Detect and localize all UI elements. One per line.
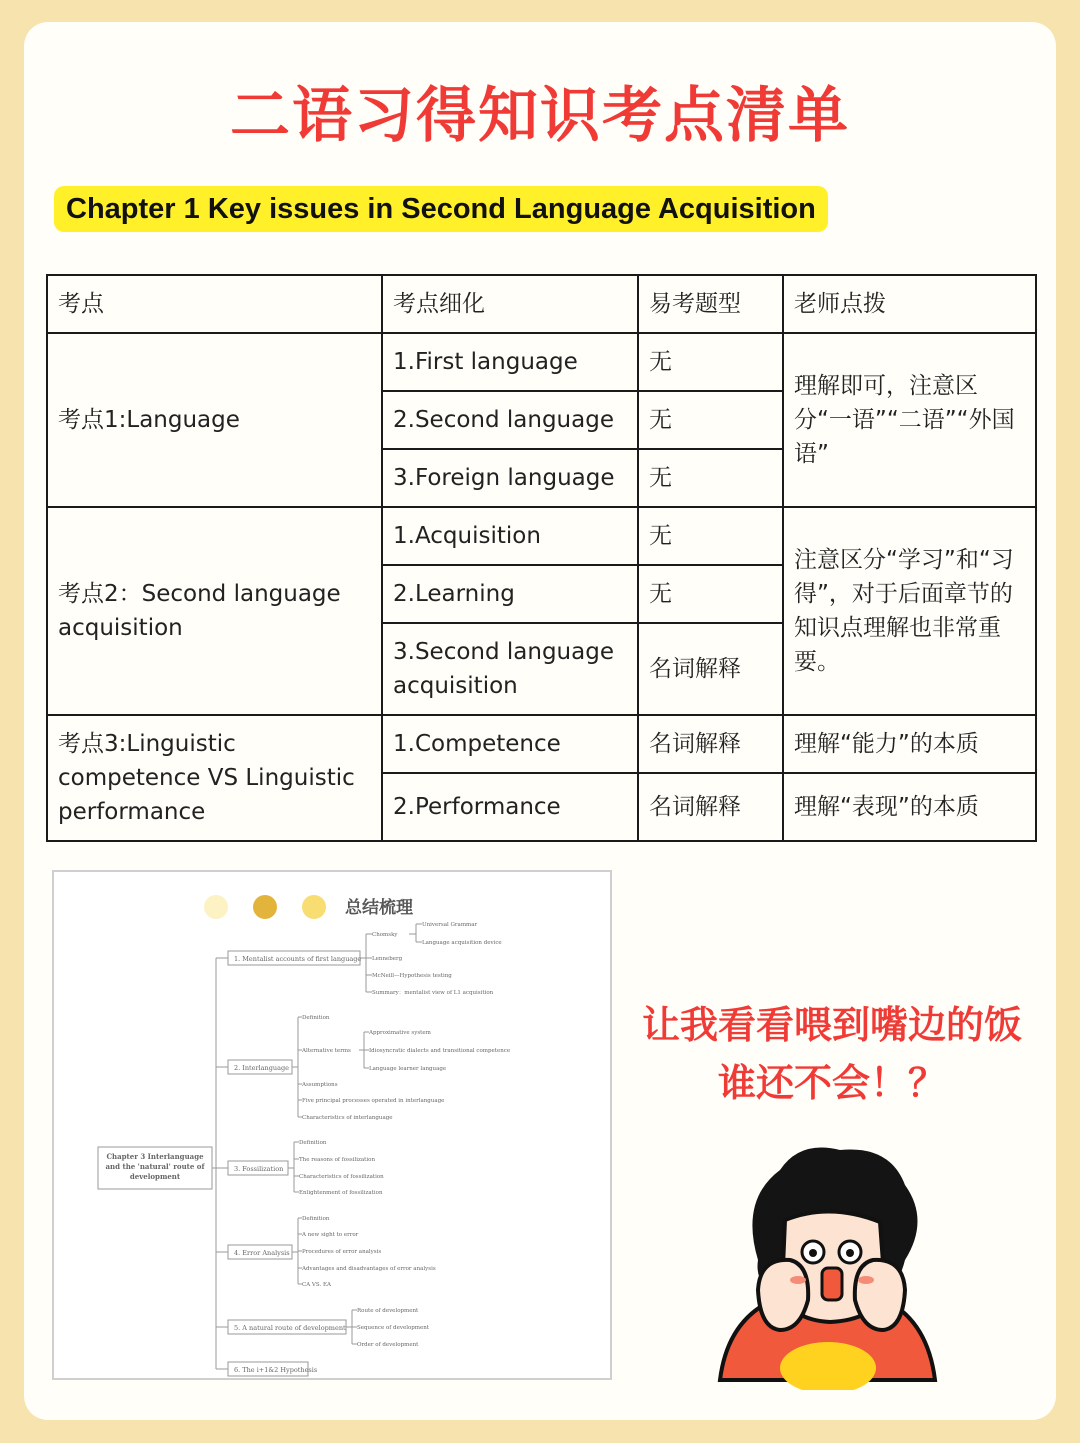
header-cell: 考点 bbox=[47, 275, 382, 333]
branch-label: 4. Error Analysis bbox=[234, 1249, 290, 1257]
node-text: Lenneberg bbox=[372, 956, 403, 962]
detail-cell: 3.Foreign language bbox=[382, 449, 638, 507]
node-text: Assumptions bbox=[302, 1082, 338, 1088]
header-cell: 易考题型 bbox=[638, 275, 783, 333]
type-cell: 无 bbox=[638, 449, 783, 507]
node-text: Chomsky bbox=[372, 932, 398, 938]
mind-map-image bbox=[52, 870, 612, 1380]
tip-cell: 理解“表现”的本质 bbox=[783, 773, 1036, 841]
header-cell: 考点细化 bbox=[382, 275, 638, 333]
type-cell: 无 bbox=[638, 565, 783, 623]
root-line: and the 'natural' route of bbox=[105, 1162, 205, 1171]
tip-cell: 理解“能力”的本质 bbox=[783, 715, 1036, 773]
type-cell: 名词解释 bbox=[638, 623, 783, 715]
point-cell: 考点2：Second language acquisition bbox=[47, 507, 382, 715]
table-row bbox=[47, 333, 1036, 391]
node-text: Characteristics of fossilization bbox=[299, 1174, 384, 1180]
detail-cell: 2.Second language bbox=[382, 391, 638, 449]
tagline-line-2: 谁还不会！？ bbox=[717, 1061, 946, 1105]
mind-map-title: 总结梳理 bbox=[345, 898, 413, 918]
node-text: Five principal processes operated in interlanguage bbox=[302, 1098, 445, 1104]
branch-label: 2. Interlanguage bbox=[234, 1064, 289, 1072]
decorative-dot bbox=[302, 895, 326, 919]
branch-label: 1. Mentalist accounts of first language bbox=[234, 955, 362, 963]
node-text: Definition bbox=[299, 1140, 327, 1146]
decorative-dot bbox=[253, 895, 277, 919]
node-text: Summary：mentalist view of L1 acquisition bbox=[372, 990, 494, 996]
type-cell: 无 bbox=[638, 507, 783, 565]
node-text: Universal Grammar bbox=[422, 922, 478, 928]
node-text: A new sight to error bbox=[302, 1232, 359, 1238]
table-row bbox=[47, 715, 1036, 773]
node-text: Sequence of development bbox=[357, 1325, 430, 1331]
chapter-heading: Chapter 1 Key issues in Second Language Acquisition bbox=[54, 186, 828, 232]
branch-label: 6. The i+1&2 Hypothesis bbox=[234, 1366, 318, 1374]
detail-cell: 1.First language bbox=[382, 333, 638, 391]
detail-cell: 1.Competence bbox=[382, 715, 638, 773]
node-text: Definition bbox=[302, 1015, 330, 1021]
type-cell: 名词解释 bbox=[638, 715, 783, 773]
node-text: The reasons of fossilization bbox=[299, 1157, 375, 1163]
root-line: development bbox=[129, 1172, 181, 1181]
table-row bbox=[47, 507, 1036, 565]
node-text: Language learner language bbox=[369, 1066, 447, 1072]
node-text: Language acquisition device bbox=[422, 940, 502, 946]
node-text: CA VS. EA bbox=[302, 1282, 331, 1288]
key-points-table bbox=[46, 274, 1037, 842]
tip-cell: 理解即可，注意区分“一语”“二语”“外国语” bbox=[783, 333, 1036, 507]
node-text: Route of development bbox=[357, 1308, 419, 1314]
detail-cell: 1.Acquisition bbox=[382, 507, 638, 565]
node-text: Characteristics of interlanguage bbox=[302, 1115, 393, 1121]
node-text: McNeill—Hypothesis testing bbox=[372, 973, 452, 979]
header-cell: 老师点拨 bbox=[783, 275, 1036, 333]
node-text: Definition bbox=[302, 1216, 330, 1222]
table-header-row bbox=[47, 275, 1036, 333]
page-title: 二语习得知识考点清单 bbox=[230, 81, 850, 151]
type-cell: 无 bbox=[638, 333, 783, 391]
tip-cell: 注意区分“学习”和“习得”，对于后面章节的知识点理解也非常重要。 bbox=[783, 507, 1036, 715]
root-line: Chapter 3 Interlanguage bbox=[106, 1152, 204, 1161]
type-cell: 无 bbox=[638, 391, 783, 449]
cartoon-boy-illustration bbox=[700, 1140, 950, 1390]
tagline-line-1: 让我看看喂到嘴边的饭 bbox=[641, 1003, 1022, 1047]
node-text: Advantages and disadvantages of error analysis bbox=[302, 1266, 436, 1272]
mind-map-diagram bbox=[54, 872, 610, 1378]
node-text: Idiosyncratic dialects and transitional competence bbox=[369, 1048, 511, 1054]
point-cell: 考点3:Linguistic competence VS Linguistic performance bbox=[47, 715, 382, 841]
detail-cell: 2.Learning bbox=[382, 565, 638, 623]
decorative-dot bbox=[204, 895, 228, 919]
branch-label: 5. A natural route of development bbox=[234, 1324, 346, 1332]
point-cell: 考点1:Language bbox=[47, 333, 382, 507]
node-text: Alternative terms bbox=[302, 1048, 351, 1054]
node-text: Procedures of error analysis bbox=[302, 1249, 382, 1255]
node-text: Approximative system bbox=[369, 1030, 431, 1036]
detail-cell: 3.Second language acquisition bbox=[382, 623, 638, 715]
branch-label: 3. Fossilization bbox=[234, 1165, 284, 1173]
detail-cell: 2.Performance bbox=[382, 773, 638, 841]
type-cell: 名词解释 bbox=[638, 773, 783, 841]
node-text: Order of development bbox=[357, 1342, 419, 1348]
node-text: Enlightenment of fossilization bbox=[299, 1190, 383, 1196]
